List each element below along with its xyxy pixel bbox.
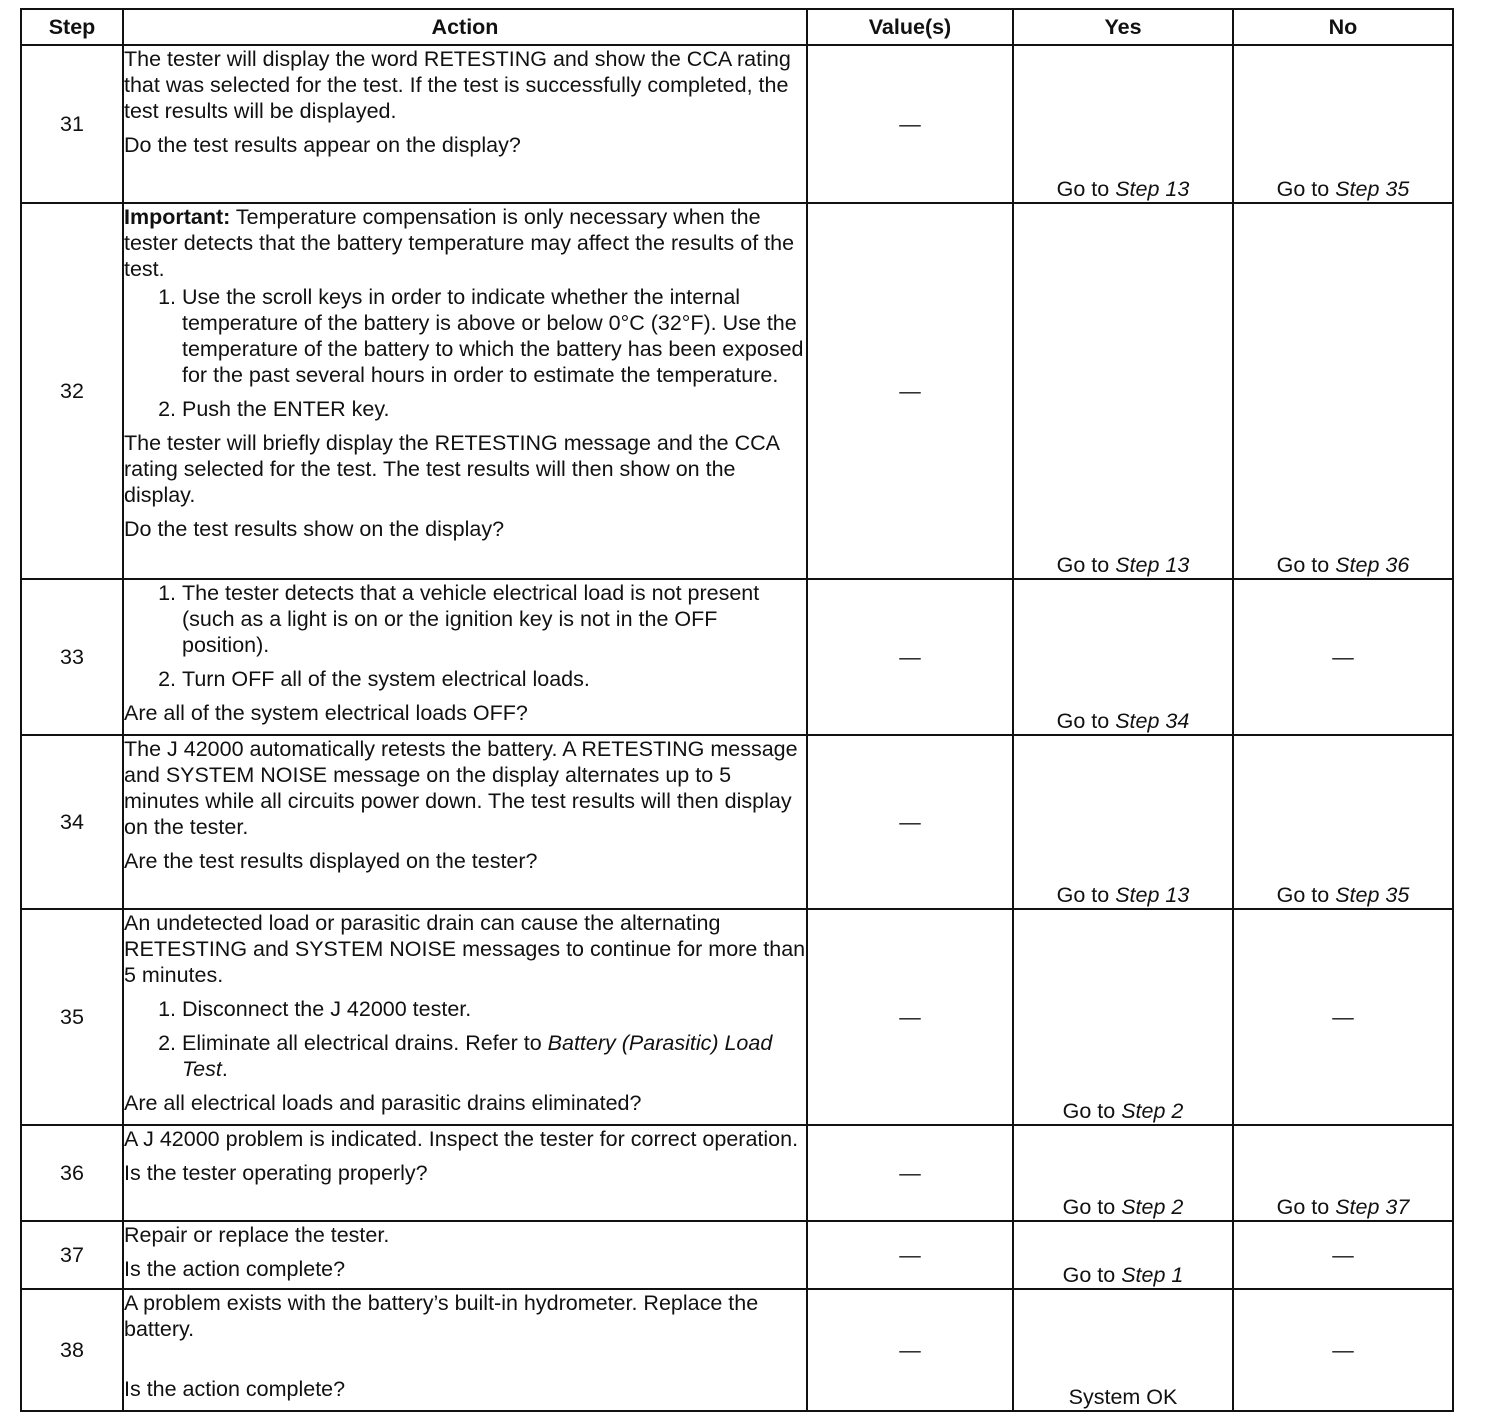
table-row — [21, 1221, 1453, 1289]
goto-step-link[interactable]: Step 2 — [1121, 1099, 1184, 1123]
step-number: 35 — [21, 909, 123, 1125]
table-row — [21, 579, 1453, 735]
value-cell — [807, 579, 1013, 735]
goto-step-link[interactable]: Step 13 — [1115, 883, 1190, 907]
value-dash: — — [899, 379, 921, 403]
value-dash: — — [899, 645, 921, 669]
action-question: Do the test results show on the display? — [124, 517, 505, 541]
action-cell — [123, 579, 807, 735]
action-question: Is the tester operating properly? — [124, 1161, 428, 1185]
action-text: The tester will briefly display the RETESTING message and the CCA rating selected for the test. The test results will then show on the display. — [124, 431, 779, 507]
table-row — [21, 1289, 1453, 1411]
value-cell — [807, 45, 1013, 203]
no-dash: — — [1332, 645, 1354, 669]
value-cell — [807, 1289, 1013, 1411]
no-dash: — — [1332, 1005, 1354, 1029]
action-question: Is the action complete? — [124, 1257, 346, 1281]
action-question: Are all of the system electrical loads OFF? — [124, 701, 528, 725]
header-row — [21, 9, 1453, 45]
action-text: An undetected load or parasitic drain can cause the alternating RETESTING and SYSTEM NOISE messages to continue for more than 5 minutes. — [124, 911, 806, 987]
goto-step-link[interactable]: Step 13 — [1115, 553, 1190, 577]
action-cell — [123, 1221, 807, 1289]
goto-step-link[interactable]: Step 2 — [1121, 1195, 1184, 1219]
important-label: Important: — [124, 205, 231, 229]
important-note — [124, 204, 806, 282]
value-dash: — — [899, 1161, 921, 1185]
yes-cell — [1013, 735, 1233, 909]
goto-prefix: Go to — [1276, 177, 1330, 201]
goto-step-link[interactable]: Step 34 — [1115, 709, 1190, 733]
goto-step-link[interactable]: Step 13 — [1115, 177, 1190, 201]
action-steps-list — [124, 580, 806, 692]
no-cell — [1233, 1221, 1453, 1289]
action-cell — [123, 45, 807, 203]
no-cell — [1233, 45, 1453, 203]
no-cell — [1233, 203, 1453, 579]
goto-prefix: Go to — [1056, 553, 1110, 577]
header-step: Step — [21, 9, 123, 45]
action-text: A problem exists with the battery’s built-in hydrometer. Replace the battery. — [124, 1291, 759, 1341]
goto-step-link[interactable]: Step 35 — [1335, 883, 1410, 907]
no-cell — [1233, 909, 1453, 1125]
list-item: 2. Push the ENTER key. — [182, 396, 806, 422]
step-number: 34 — [21, 735, 123, 909]
step-number: 38 — [21, 1289, 123, 1411]
list-item: 2. Turn OFF all of the system electrical loads. — [182, 666, 806, 692]
yes-cell — [1013, 1289, 1233, 1411]
yes-cell — [1013, 1221, 1233, 1289]
goto-step-link[interactable]: Step 36 — [1335, 553, 1410, 577]
action-steps-list — [124, 996, 806, 1082]
system-ok-text: System OK — [1068, 1385, 1178, 1409]
important-text: Temperature compensation is only necessary when the tester detects that the battery temperature may affect the results of the test. — [124, 205, 795, 281]
goto-prefix: Go to — [1062, 1263, 1116, 1287]
action-text: Repair or replace the tester. — [124, 1223, 390, 1247]
diagnostic-table — [20, 8, 1454, 1412]
no-cell — [1233, 579, 1453, 735]
table-row — [21, 909, 1453, 1125]
yes-cell — [1013, 203, 1233, 579]
step-number: 36 — [21, 1125, 123, 1221]
yes-cell — [1013, 579, 1233, 735]
no-dash: — — [1332, 1243, 1354, 1267]
goto-prefix: Go to — [1062, 1195, 1116, 1219]
goto-prefix: Go to — [1276, 553, 1330, 577]
step-number: 37 — [21, 1221, 123, 1289]
reference-link[interactable]: Battery (Parasitic) Load Test — [182, 1031, 773, 1081]
value-dash: — — [899, 112, 921, 136]
value-cell — [807, 909, 1013, 1125]
step-number: 33 — [21, 579, 123, 735]
goto-prefix: Go to — [1062, 1099, 1116, 1123]
action-question: Is the action complete? — [124, 1377, 346, 1401]
no-dash: — — [1332, 1338, 1354, 1362]
action-steps-list — [124, 284, 806, 422]
action-text: A J 42000 problem is indicated. Inspect the tester for correct operation. — [124, 1127, 799, 1151]
goto-prefix: Go to — [1056, 177, 1110, 201]
value-dash: — — [899, 1338, 921, 1362]
list-item-text: Eliminate all electrical drains. Refer to — [182, 1031, 548, 1055]
list-item: 1. Use the scroll keys in order to indicate whether the internal temperature of the battery is above or below 0°C (32°F). Use the temperature of the battery to which the battery has been exposed for the past several hours in order to estimate the temperature. — [182, 284, 806, 388]
action-question: Do the test results appear on the display? — [124, 133, 521, 157]
list-item — [182, 1030, 806, 1082]
goto-prefix: Go to — [1056, 709, 1110, 733]
spacer — [124, 1350, 806, 1376]
header-yes: Yes — [1013, 9, 1233, 45]
step-number: 31 — [21, 45, 123, 203]
value-cell — [807, 1125, 1013, 1221]
no-cell — [1233, 1125, 1453, 1221]
yes-cell — [1013, 1125, 1233, 1221]
table-row — [21, 45, 1453, 203]
goto-prefix: Go to — [1276, 1195, 1330, 1219]
yes-cell — [1013, 909, 1233, 1125]
action-cell — [123, 1125, 807, 1221]
action-cell — [123, 735, 807, 909]
header-no: No — [1233, 9, 1453, 45]
action-question: Are all electrical loads and parasitic drains eliminated? — [124, 1091, 642, 1115]
goto-step-link[interactable]: Step 37 — [1335, 1195, 1410, 1219]
action-cell — [123, 909, 807, 1125]
list-item: 1. Disconnect the J 42000 tester. — [182, 996, 806, 1022]
value-dash: — — [899, 1005, 921, 1029]
value-cell — [807, 203, 1013, 579]
list-item: 1. The tester detects that a vehicle electrical load is not present (such as a light is on or the ignition key is not in the OFF position). — [182, 580, 806, 658]
value-cell — [807, 1221, 1013, 1289]
header-values: Value(s) — [807, 9, 1013, 45]
step-number: 32 — [21, 203, 123, 579]
value-dash: — — [899, 1243, 921, 1267]
action-text: The J 42000 automatically retests the battery. A RETESTING message and SYSTEM NOISE message on the display alternates up to 5 minutes while all circuits power down. The test results will then display on the tester. — [124, 737, 798, 839]
no-cell — [1233, 1289, 1453, 1411]
table-row — [21, 203, 1453, 579]
value-cell — [807, 735, 1013, 909]
header-action: Action — [123, 9, 807, 45]
value-dash: — — [899, 810, 921, 834]
goto-prefix: Go to — [1276, 883, 1330, 907]
yes-cell — [1013, 45, 1233, 203]
no-cell — [1233, 735, 1453, 909]
goto-prefix: Go to — [1056, 883, 1110, 907]
action-question: Are the test results displayed on the tester? — [124, 849, 538, 873]
goto-step-link[interactable]: Step 1 — [1121, 1263, 1184, 1287]
table-row — [21, 735, 1453, 909]
action-text: The tester will display the word RETESTING and show the CCA rating that was selected for the test. If the test is successfully completed, the test results will be displayed. — [124, 47, 791, 123]
action-cell — [123, 1289, 807, 1411]
table-row — [21, 1125, 1453, 1221]
list-item-end: . — [221, 1057, 228, 1081]
action-cell — [123, 203, 807, 579]
goto-step-link[interactable]: Step 35 — [1335, 177, 1410, 201]
